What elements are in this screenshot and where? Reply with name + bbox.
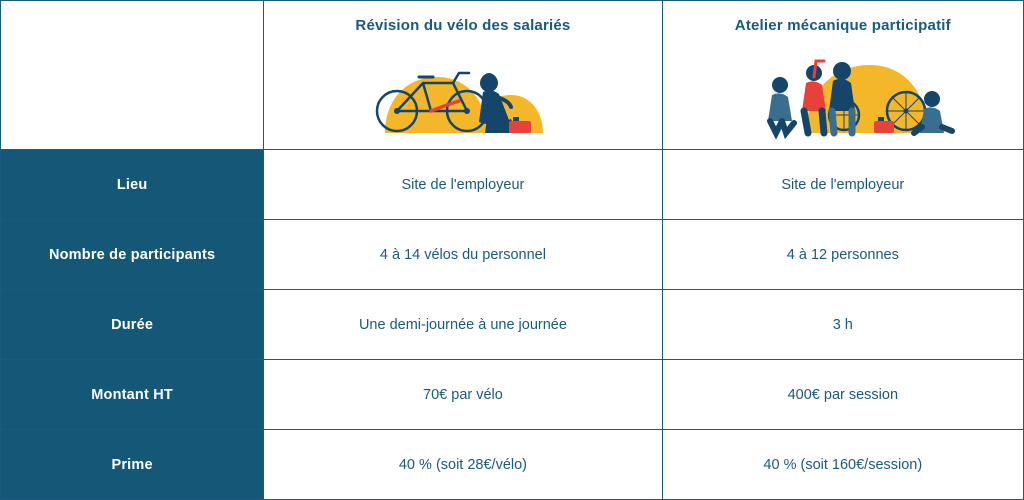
cell-prime-offer-1: 40 % (soit 28€/vélo): [264, 430, 662, 500]
table-row: [1, 290, 1024, 360]
row-label-lieu: Lieu: [1, 150, 264, 220]
offer-1-title: Révision du vélo des salariés: [355, 17, 571, 34]
table-row: [1, 360, 1024, 430]
table-row: [1, 150, 1024, 220]
cell-montant-offer-1: 70€ par vélo: [264, 360, 662, 430]
cell-lieu-offer-1: Site de l'employeur: [264, 150, 662, 220]
table-row: [1, 220, 1024, 290]
header-cell-offer-1: [264, 1, 662, 150]
row-label-prime: Prime: [1, 430, 264, 500]
row-label-duree: Durée: [1, 290, 264, 360]
row-label-montant-ht: Montant HT: [1, 360, 264, 430]
cell-prime-offer-2: 40 % (soit 160€/session): [662, 430, 1023, 500]
table-row: [1, 430, 1024, 500]
cell-participants-offer-1: 4 à 14 vélos du personnel: [264, 220, 662, 290]
bicycle-repair-illustration: [363, 37, 563, 142]
cell-participants-offer-2: 4 à 12 personnes: [662, 220, 1023, 290]
cell-lieu-offer-2: Site de l'employeur: [662, 150, 1023, 220]
cell-montant-offer-2: 400€ par session: [662, 360, 1023, 430]
cell-duree-offer-1: Une demi-journée à une journée: [264, 290, 662, 360]
cell-duree-offer-2: 3 h: [662, 290, 1023, 360]
row-label-nombre-de-participants: Nombre de participants: [1, 220, 264, 290]
participatory-workshop-illustration: [718, 37, 968, 142]
offer-2-title: Atelier mécanique participatif: [734, 17, 951, 34]
header-cell-offer-2: [662, 1, 1023, 150]
table-header-row: [1, 1, 1024, 150]
header-empty-cell: [1, 1, 264, 150]
